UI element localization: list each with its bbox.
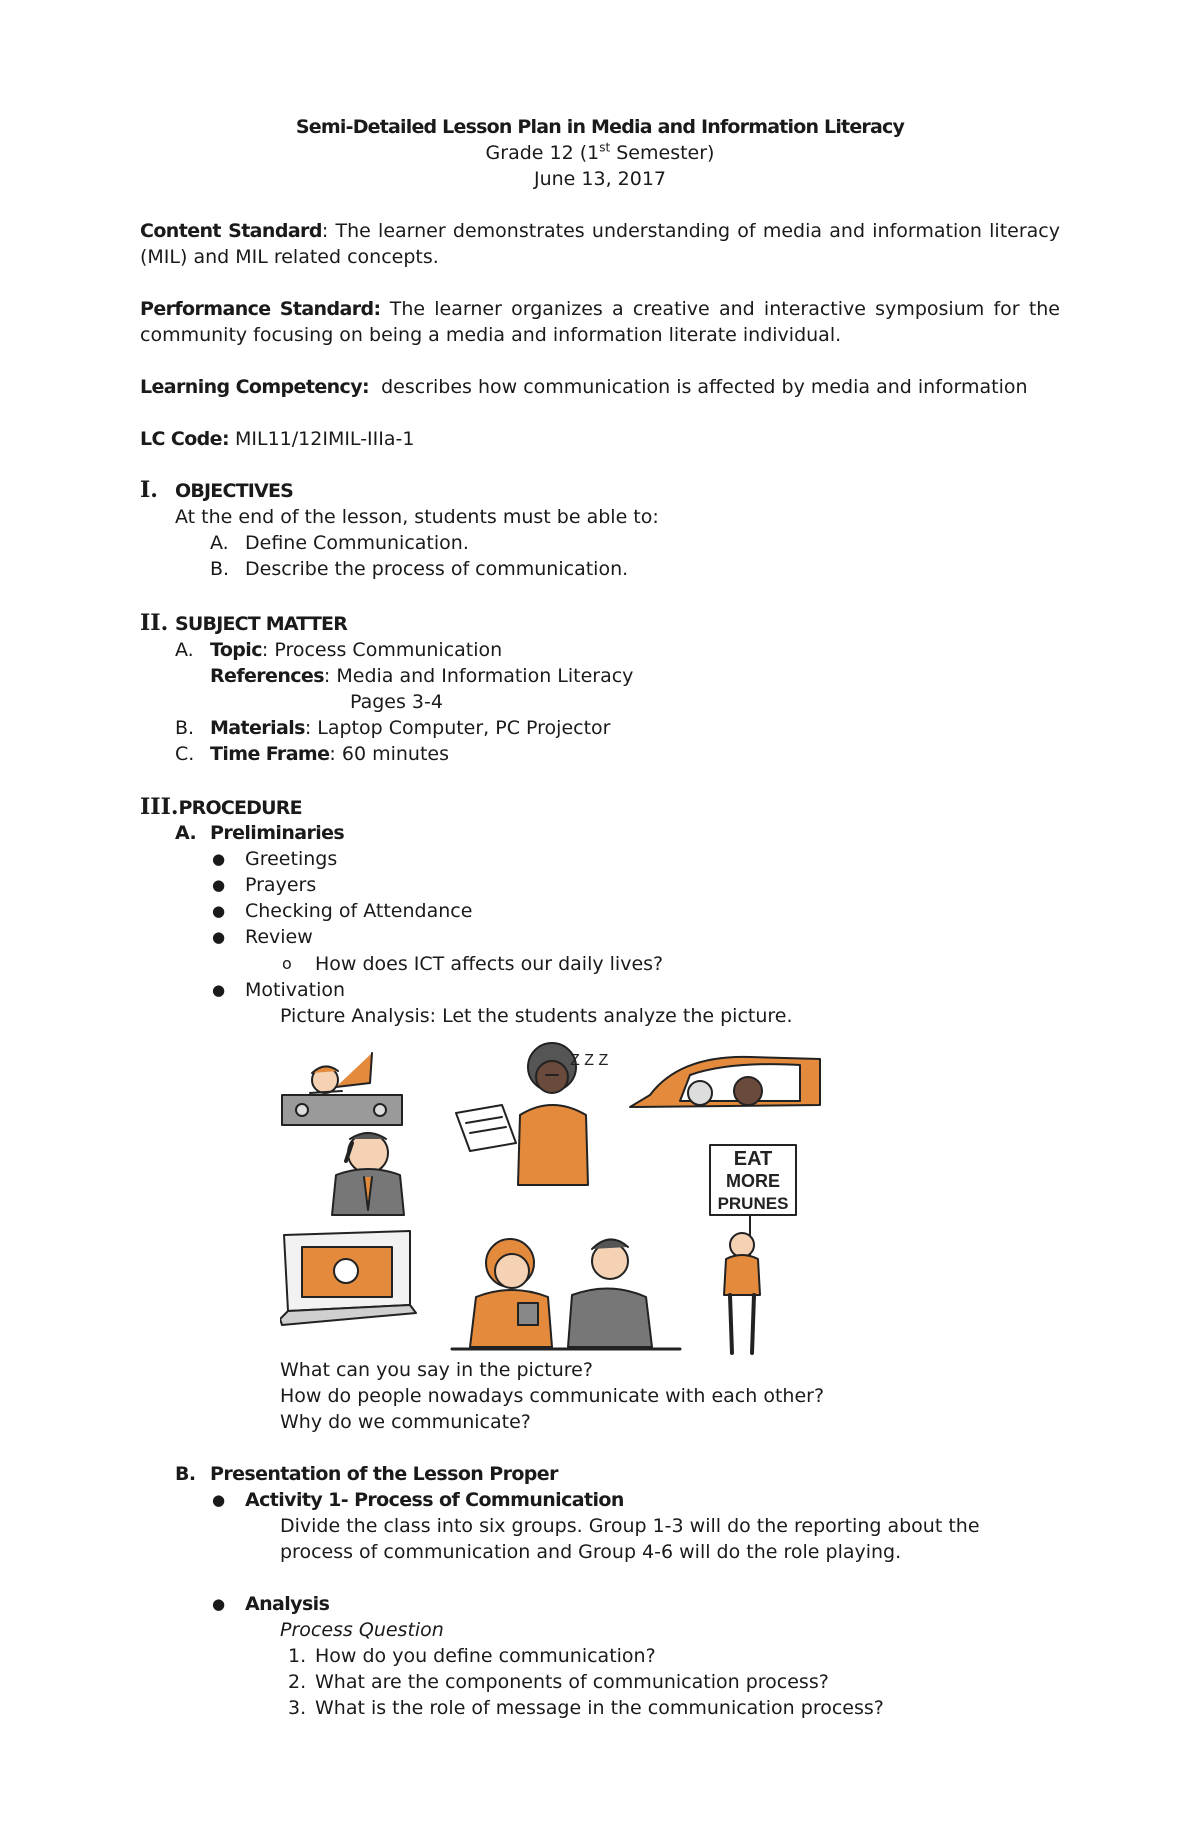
- references-pages: Pages 3-4: [350, 691, 443, 713]
- review-question: How does ICT affects our daily lives?: [315, 953, 664, 975]
- car-sleeper-icon: [630, 1057, 820, 1107]
- picture-analysis-text: Picture Analysis: Let the students analyze the picture.: [280, 1005, 793, 1027]
- grade-suffix: Semester): [610, 142, 715, 164]
- preliminary-item: Prayers: [245, 874, 317, 896]
- waving-person-icon: [282, 1053, 402, 1125]
- content-standard-label: Content Standard: [140, 220, 322, 242]
- document-title: Semi-Detailed Lesson Plan in Media and Information Literacy: [295, 116, 905, 138]
- process-question-marker: 1.: [288, 1645, 307, 1667]
- performance-standard-line2: community focusing on being a media and information literate individual.: [140, 324, 842, 346]
- learning-competency-text: describes how communication is affected by media and information: [381, 376, 1028, 398]
- sign-word: EAT: [733, 1148, 773, 1170]
- objective-item: Define Communication.: [245, 532, 469, 554]
- motivation-question: What can you say in the picture?: [280, 1359, 593, 1381]
- lesson-date: June 13, 2017: [533, 168, 667, 190]
- content-standard-line2: (MIL) and MIL related concepts.: [140, 246, 439, 268]
- time-frame-label: Time Frame: [210, 743, 330, 765]
- subject-heading: SUBJECT MATTER: [175, 613, 348, 635]
- bullet-icon: ●: [212, 981, 226, 999]
- reading-woman-icon: [456, 1043, 588, 1185]
- process-question-item: What is the role of message in the communication process?: [315, 1697, 884, 1719]
- process-question-marker: 2.: [288, 1671, 307, 1693]
- objectives-intro: At the end of the lesson, students must be able to:: [175, 506, 659, 528]
- materials-marker: B.: [175, 717, 195, 739]
- time-frame-line: [210, 741, 449, 767]
- conversation-couple-icon: [452, 1239, 680, 1349]
- process-question-item: How do you define communication?: [315, 1645, 656, 1667]
- process-question-marker: 3.: [288, 1697, 307, 1719]
- sign-word: PRUNES: [717, 1194, 789, 1213]
- performance-standard-line1: [140, 296, 1060, 322]
- time-frame-marker: C.: [175, 743, 195, 765]
- bullet-icon: ●: [212, 850, 226, 868]
- preliminaries-heading: Preliminaries: [210, 822, 345, 844]
- time-frame-text: : 60 minutes: [329, 743, 449, 765]
- learning-competency: [140, 374, 1028, 400]
- laptop-icon: [280, 1231, 416, 1325]
- bullet-icon: ●: [212, 1491, 226, 1509]
- grade-line: [0, 140, 1200, 166]
- presentation-heading: Presentation of the Lesson Proper: [210, 1463, 558, 1485]
- procedure-heading: PROCEDURE: [178, 797, 302, 819]
- snore-text: Z Z Z: [570, 1052, 609, 1069]
- lc-code-text: MIL11/12IMIL-IIIa-1: [235, 428, 415, 450]
- materials-label: Materials: [210, 717, 305, 739]
- objective-marker: A.: [210, 532, 229, 554]
- preliminaries-marker: A.: [175, 822, 197, 844]
- bullet-icon: ●: [212, 876, 226, 894]
- grade-sup: st: [599, 140, 611, 155]
- performance-standard-text: The learner organizes a creative and interactive symposium for the: [380, 298, 1061, 320]
- section-numeral-subject: II.: [140, 610, 169, 636]
- topic-marker: A.: [175, 639, 194, 661]
- learning-competency-label: Learning Competency:: [140, 376, 369, 398]
- grade-prefix: Grade 12 (1: [485, 142, 600, 164]
- sign-word: MORE: [726, 1171, 780, 1191]
- materials-text: : Laptop Computer, PC Projector: [304, 717, 611, 739]
- topic-text: : Process Communication: [261, 639, 503, 661]
- preliminary-item: Review: [245, 926, 313, 948]
- content-standard-line1: [140, 218, 1060, 244]
- phone-man-icon: [332, 1133, 404, 1215]
- process-question-item: What are the components of communication process?: [315, 1671, 829, 1693]
- bullet-icon: ●: [212, 902, 226, 920]
- content-standard-text: : The learner demonstrates understanding of media and information literacy: [321, 220, 1060, 242]
- topic-label: Topic: [210, 639, 262, 661]
- references-label: References: [210, 665, 324, 687]
- preliminary-item: Greetings: [245, 848, 338, 870]
- procedure-heading-line: [140, 794, 302, 821]
- motivation-question: Why do we communicate?: [280, 1411, 531, 1433]
- activity-heading: Activity 1- Process of Communication: [245, 1489, 624, 1511]
- motivation-question: How do people nowadays communicate with each other?: [280, 1385, 825, 1407]
- objectives-heading: OBJECTIVES: [175, 480, 294, 502]
- sub-bullet-icon: o: [282, 954, 292, 973]
- preliminary-item: Checking of Attendance: [245, 900, 473, 922]
- lc-code-label: LC Code:: [140, 428, 229, 450]
- bullet-icon: ●: [212, 1595, 226, 1613]
- materials-line: [210, 715, 610, 741]
- motivation-item: Motivation: [245, 979, 346, 1001]
- topic-line: [210, 637, 502, 663]
- process-question-label: Process Question: [280, 1619, 444, 1641]
- objective-item: Describe the process of communication.: [245, 558, 629, 580]
- references-line: [210, 663, 633, 689]
- presentation-marker: B.: [175, 1463, 196, 1485]
- activity-text-line1: Divide the class into six groups. Group 1-3 will do the reporting about the: [280, 1515, 980, 1537]
- section-numeral-objectives: I.: [140, 477, 158, 503]
- analysis-heading: Analysis: [245, 1593, 330, 1615]
- lc-code: [140, 426, 414, 452]
- objective-marker: B.: [210, 558, 230, 580]
- communication-illustration: [280, 1035, 920, 1355]
- references-text: : Media and Information Literacy: [323, 665, 634, 687]
- performance-standard-label: Performance Standard:: [140, 298, 381, 320]
- section-numeral-procedure: III.: [140, 794, 179, 820]
- bullet-icon: ●: [212, 928, 226, 946]
- activity-text-line2: process of communication and Group 4-6 will do the role playing.: [280, 1541, 902, 1563]
